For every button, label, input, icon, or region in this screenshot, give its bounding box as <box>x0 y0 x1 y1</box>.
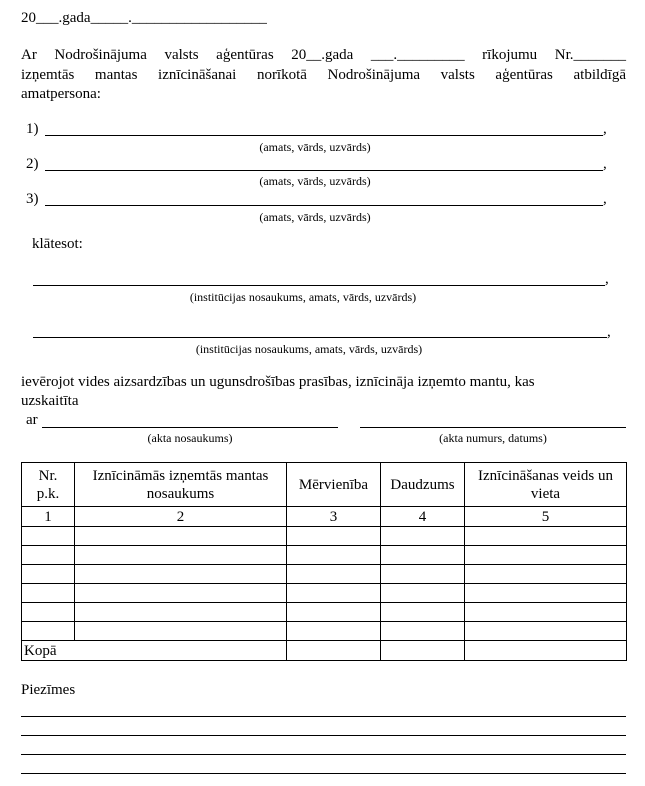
table-cell[interactable] <box>75 527 287 546</box>
total-cell[interactable] <box>465 641 627 661</box>
date-line: 20___.gada_____.__________________ <box>21 10 267 26</box>
table-cell[interactable] <box>22 584 75 603</box>
table-cell[interactable] <box>287 603 381 622</box>
notes-line[interactable] <box>21 773 626 774</box>
table-cell[interactable] <box>381 546 465 565</box>
table-row <box>22 527 627 546</box>
header-quantity: Daudzums <box>381 463 465 507</box>
table-cell[interactable] <box>465 584 627 603</box>
line-comma: , <box>605 271 609 287</box>
total-cell[interactable] <box>287 641 381 661</box>
table-cell[interactable] <box>381 622 465 641</box>
table-row <box>22 546 627 565</box>
presence-label: klātesot: <box>32 236 83 252</box>
line-comma: , <box>607 324 611 340</box>
column-number: 1 <box>22 507 75 527</box>
witness-input-line[interactable] <box>33 285 605 286</box>
header-unit: Mērvienība <box>287 463 381 507</box>
column-number: 3 <box>287 507 381 527</box>
witness-hint: (institūcijas nosaukums, amats, vārds, uzvārds) <box>195 342 423 356</box>
total-row <box>22 641 627 661</box>
table-cell[interactable] <box>465 603 627 622</box>
notes-line[interactable] <box>21 716 626 717</box>
official-input-line[interactable] <box>45 135 603 136</box>
notes-label: Piezīmes <box>21 682 76 698</box>
table-cell[interactable] <box>465 546 627 565</box>
header-name-line2: nosaukums <box>146 485 215 502</box>
act-number-input-line[interactable] <box>360 427 626 428</box>
line-comma: , <box>603 191 607 207</box>
official-number: 1) <box>26 121 39 137</box>
table-cell[interactable] <box>22 603 75 622</box>
column-number-row <box>22 507 627 527</box>
official-number: 3) <box>26 191 39 207</box>
header-nr-line1: Nr. <box>38 467 58 484</box>
column-number: 2 <box>75 507 287 527</box>
notes-line[interactable] <box>21 754 626 755</box>
header-method-line1: Iznīcināšanas veids un <box>478 467 613 484</box>
witness-hint: (institūcijas nosaukums, amats, vārds, uzvārds) <box>189 290 417 304</box>
act-number-hint: (akta numurs, datums) <box>439 431 547 445</box>
header-nr-line2: p.k. <box>36 485 60 502</box>
table-cell[interactable] <box>381 603 465 622</box>
official-input-line[interactable] <box>45 205 603 206</box>
table-cell[interactable] <box>75 546 287 565</box>
header-method-line2: vieta <box>530 485 561 502</box>
table-cell[interactable] <box>75 565 287 584</box>
table-row <box>22 603 627 622</box>
total-label: Kopā <box>22 641 287 661</box>
official-hint: (amats, vārds, uzvārds) <box>259 140 371 154</box>
statement-line-2: uzskaitīta <box>21 393 79 409</box>
witness-input-line[interactable] <box>33 337 607 338</box>
table-cell[interactable] <box>287 527 381 546</box>
table-cell[interactable] <box>465 565 627 584</box>
official-number: 2) <box>26 156 39 172</box>
table-cell[interactable] <box>22 546 75 565</box>
line-comma: , <box>603 121 607 137</box>
table-cell[interactable] <box>287 546 381 565</box>
table-row <box>22 584 627 603</box>
line-comma: , <box>603 156 607 172</box>
table-cell[interactable] <box>22 527 75 546</box>
table-cell[interactable] <box>381 527 465 546</box>
table-cell[interactable] <box>287 622 381 641</box>
official-hint: (amats, vārds, uzvārds) <box>259 210 371 224</box>
table-cell[interactable] <box>465 527 627 546</box>
header-name-line1: Iznīcināmās izņemtās mantas <box>92 467 269 484</box>
table-cell[interactable] <box>75 603 287 622</box>
official-hint: (amats, vārds, uzvārds) <box>259 174 371 188</box>
table-cell[interactable] <box>287 565 381 584</box>
act-name-input-line[interactable] <box>42 427 338 428</box>
table-cell[interactable] <box>75 622 287 641</box>
header-method <box>465 463 627 507</box>
table-cell[interactable] <box>381 584 465 603</box>
intro-line-3: amatpersona: <box>21 86 101 102</box>
table-cell[interactable] <box>381 565 465 584</box>
act-name-hint: (akta nosaukums) <box>147 431 233 445</box>
intro-line-2: izņemtās mantas iznīcināšanai norīkotā Nodrošinājuma valsts aģentūras atbildīgā <box>21 67 626 83</box>
notes-line[interactable] <box>21 735 626 736</box>
table-row <box>22 622 627 641</box>
official-input-line[interactable] <box>45 170 603 171</box>
header-nr <box>22 463 75 507</box>
column-number: 5 <box>465 507 627 527</box>
table-cell[interactable] <box>22 565 75 584</box>
intro-line-1: Ar Nodrošinājuma valsts aģentūras 20__.gada ___._________ rīkojumu Nr._______ <box>21 47 626 63</box>
total-cell[interactable] <box>381 641 465 661</box>
table-cell[interactable] <box>287 584 381 603</box>
table-cell[interactable] <box>75 584 287 603</box>
header-name <box>75 463 287 507</box>
items-table <box>21 462 627 661</box>
ar-label: ar <box>26 412 38 428</box>
table-cell[interactable] <box>465 622 627 641</box>
table-header-row <box>22 463 627 507</box>
column-number: 4 <box>381 507 465 527</box>
table-cell[interactable] <box>22 622 75 641</box>
table-row <box>22 565 627 584</box>
statement-line-1: ievērojot vides aizsardzības un ugunsdrošības prasības, iznīcināja izņemto mantu, kas <box>21 374 535 390</box>
